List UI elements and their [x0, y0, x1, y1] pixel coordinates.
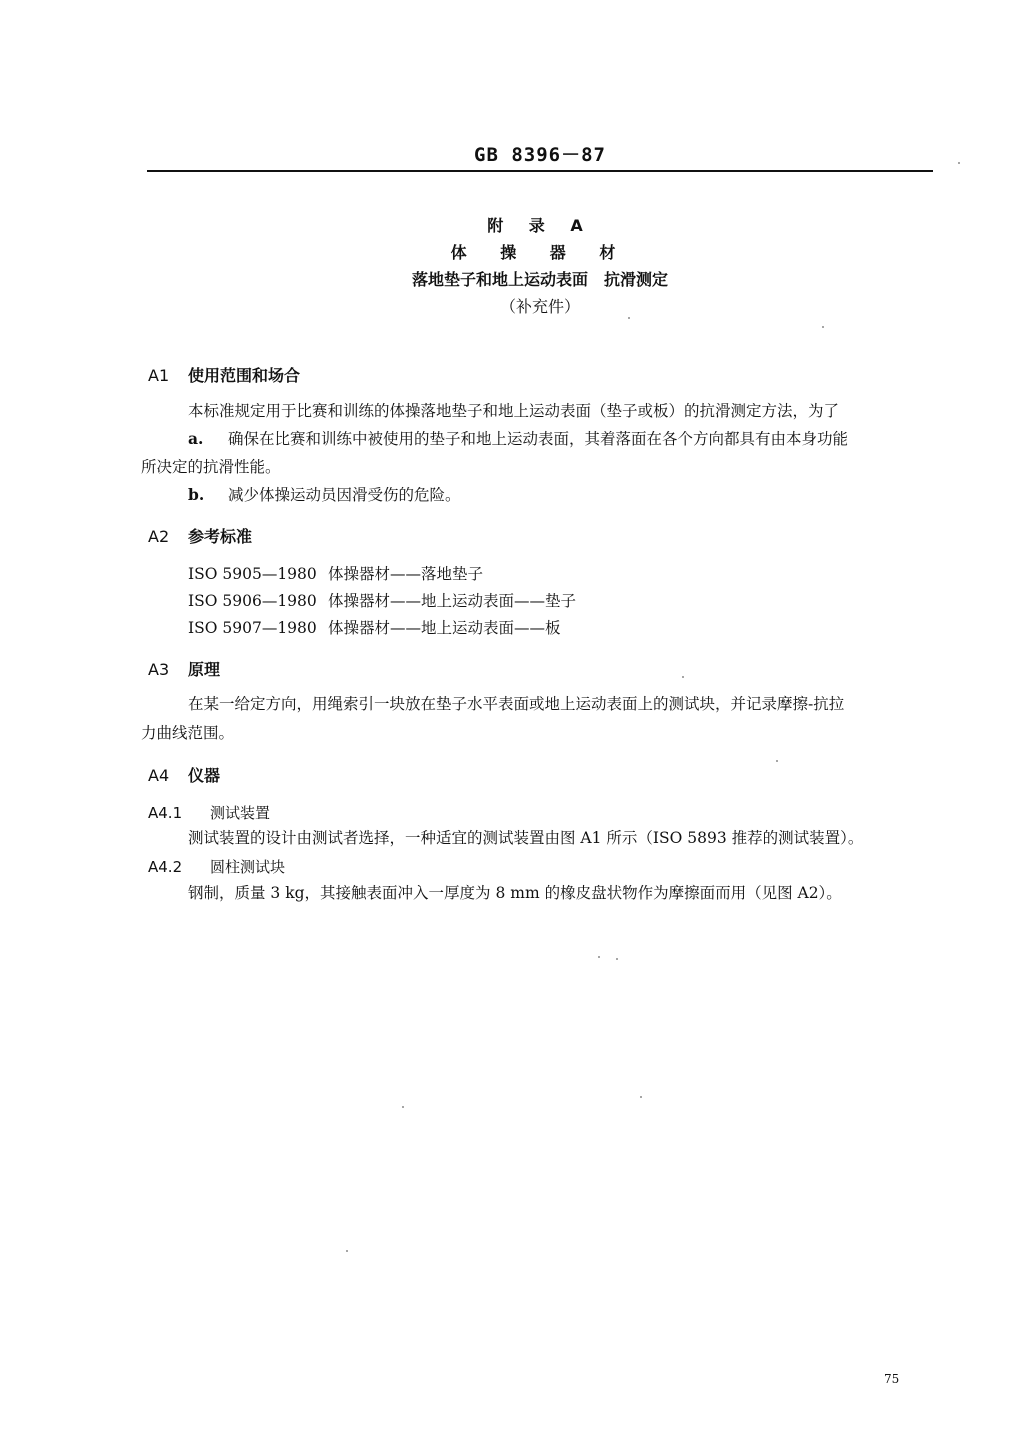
a1-item-a-continuation: 所决定的抗滑性能。 — [141, 458, 281, 476]
subsection-number: A4.1 — [148, 804, 183, 822]
section-title: 原理 — [188, 660, 221, 679]
supplement-note: （补充件） — [499, 297, 580, 316]
scan-speck — [958, 162, 960, 164]
item-text: 确保在比赛和训练中被使用的垫子和地上运动表面，其着落面在各个方向都具有由本身功能 — [228, 430, 849, 448]
scan-speck — [616, 958, 618, 960]
section-number: A4 — [148, 766, 170, 785]
scan-speck — [822, 326, 824, 328]
standard-code: GB 8396－87 — [474, 144, 606, 166]
page-number: 75 — [884, 1372, 900, 1386]
reference-row — [188, 616, 561, 638]
scan-speck — [346, 1250, 348, 1252]
subsection-a41-heading — [148, 802, 270, 823]
reference-code: ISO 5905—1980 — [188, 565, 317, 583]
main-title: 落地垫子和地上运动表面 抗滑测定 — [411, 270, 668, 289]
a42-text: 钢制，质量 3 kg，其接触表面冲入一厚度为 8 mm 的橡皮盘状物作为摩擦面而用（见图 A2）。 — [188, 884, 842, 902]
subsection-number: A4.2 — [148, 858, 183, 876]
section-a2-heading — [148, 524, 252, 547]
a1-item-b — [188, 481, 461, 509]
subsection-title: 测试装置 — [210, 804, 271, 822]
scan-speck — [598, 956, 600, 958]
a1-item-a — [188, 425, 848, 453]
item-text: 减少体操运动员因滑受伤的危险。 — [228, 486, 461, 504]
reference-title: 体操器材——地上运动表面——板 — [328, 619, 561, 637]
item-label: b. — [188, 485, 205, 504]
a3-text-line2: 力曲线范围。 — [141, 724, 235, 742]
reference-code: ISO 5906—1980 — [188, 592, 317, 610]
section-a4-heading — [148, 763, 220, 786]
subsection-title: 圆柱测试块 — [210, 858, 286, 876]
header-rule — [147, 170, 933, 172]
reference-row — [188, 562, 483, 584]
a41-text: 测试装置的设计由测试者选择，一种适宜的测试装置由图 A1 所示（ISO 5893 推荐的测试装置）。 — [188, 829, 864, 847]
section-number: A3 — [148, 660, 170, 679]
reference-row — [188, 589, 576, 611]
reference-code: ISO 5907—1980 — [188, 619, 317, 637]
reference-title: 体操器材——地上运动表面——垫子 — [328, 592, 577, 610]
section-title: 使用范围和场合 — [188, 366, 301, 385]
annex-title: 附 录 A — [487, 216, 593, 235]
section-a3-heading — [148, 657, 220, 680]
scan-speck — [776, 760, 778, 762]
a3-text-line1: 在某一给定方向，用绳索引一块放在垫子水平表面或地上运动表面上的测试块，并记录摩擦-抗拉 — [188, 695, 845, 713]
scan-speck — [402, 1106, 404, 1108]
scan-speck — [640, 1096, 642, 1098]
section-title: 仪器 — [188, 766, 221, 785]
section-a1-heading — [148, 363, 300, 386]
scan-speck — [628, 317, 630, 319]
reference-title: 体操器材——落地垫子 — [328, 565, 484, 583]
subsection-a42-heading — [148, 856, 285, 877]
section-number: A2 — [148, 527, 170, 546]
item-label: a. — [188, 429, 204, 448]
subject-title: 体 操 器 材 — [450, 243, 630, 262]
section-title: 参考标准 — [188, 527, 253, 546]
section-number: A1 — [148, 366, 170, 385]
a1-intro: 本标准规定用于比赛和训练的体操落地垫子和地上运动表面（垫子或板）的抗滑测定方法，为了 — [188, 402, 840, 420]
scan-speck — [682, 676, 684, 678]
